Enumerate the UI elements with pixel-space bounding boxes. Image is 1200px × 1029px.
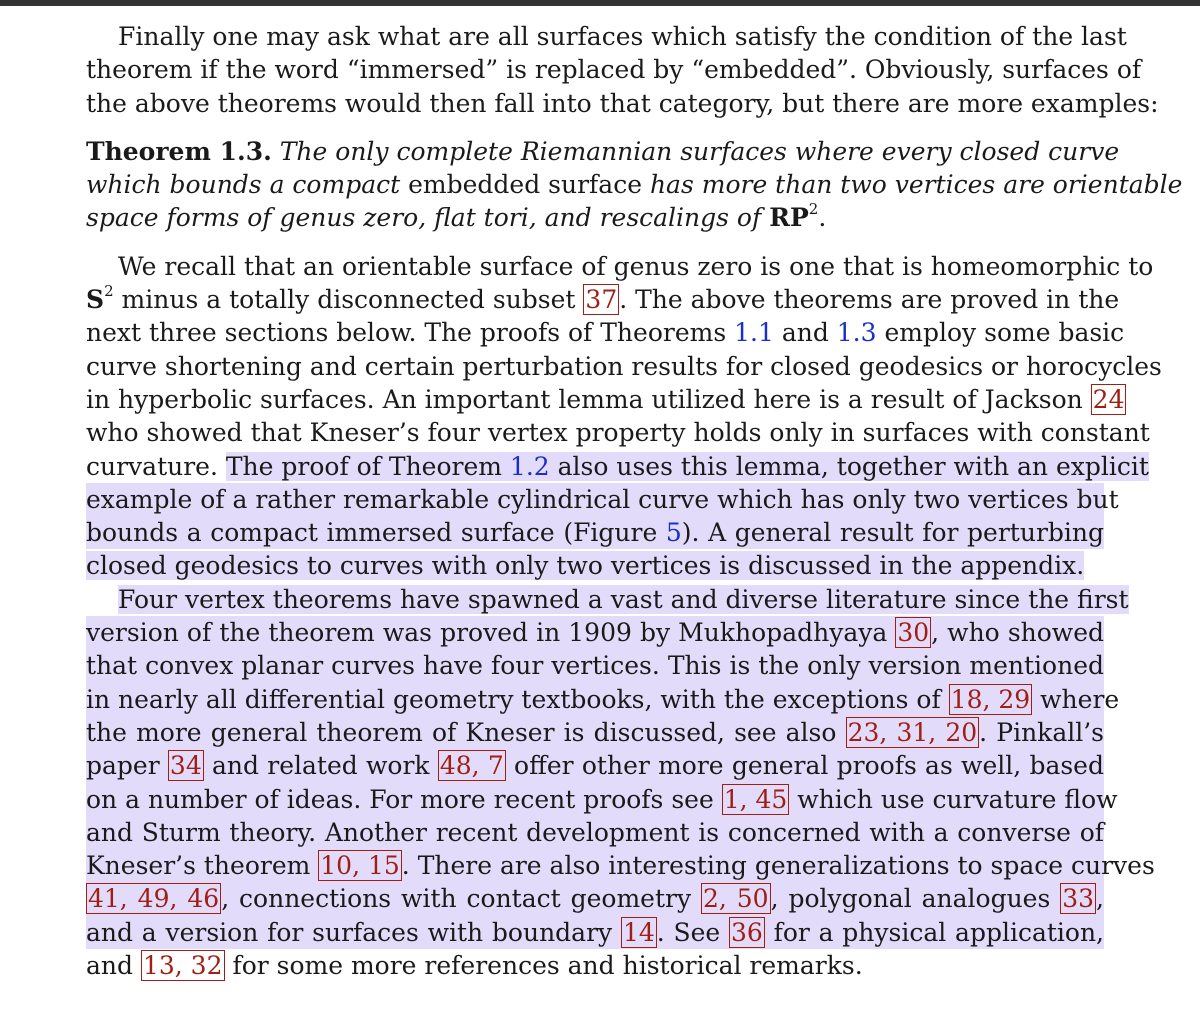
text-line: Theorem 1.3. The only complete Riemannian surfaces where every closed curve xyxy=(86,136,1120,166)
page-bottom-margin xyxy=(0,1009,1200,1029)
theorem-ref-link[interactable]: 1.2 xyxy=(509,451,550,481)
text-line-highlighted: example of a rather remarkable cylindrical curve which has only two vertices but xyxy=(86,483,1104,516)
text-line-highlighted: 41, 49, 46, connections with contact geometry 2, 50, polygonal analogues 33, xyxy=(86,882,1104,915)
citation-link[interactable]: 24 xyxy=(1092,384,1125,414)
text-line-highlighted: on a number of ideas. For more recent proofs see 1, 45 which use curvature flow xyxy=(86,783,1104,816)
text-line: who showed that Kneser’s four vertex property holds only in surfaces with constant xyxy=(86,418,1150,448)
theorem-ref-link[interactable]: 1.1 xyxy=(734,318,774,348)
citation-link[interactable]: 13, 32 xyxy=(142,951,223,981)
text-line-highlighted: version of the theorem was proved in 1909 by Mukhopadhyaya 30, who showed xyxy=(86,616,1104,649)
citation-link[interactable]: 2, 50 xyxy=(703,884,769,914)
top-border xyxy=(0,0,1200,6)
text-line-highlighted: and Sturm theory. Another recent development is concerned with a converse of xyxy=(86,816,1104,849)
theorem-1-3 xyxy=(86,135,1183,235)
citation-link[interactable]: 48, 7 xyxy=(439,751,504,781)
citation-link[interactable]: 36 xyxy=(730,917,763,947)
highlight: The proof of Theorem 1.2 also uses this lemma, together with an explicit xyxy=(225,451,1149,481)
text-line-highlighted: Four vertex theorems have spawned a vast and diverse literature since the first xyxy=(118,584,1129,614)
text-line: the above theorems would then fall into that category, but there are more examples: xyxy=(86,88,1159,118)
theorem-ref-link[interactable]: 1.3 xyxy=(836,318,877,348)
citation-link[interactable]: 33 xyxy=(1062,884,1095,914)
text-line: and 13, 32 for some more references and historical remarks. xyxy=(86,951,863,981)
citation-link[interactable]: 10, 15 xyxy=(320,851,400,881)
citation-link[interactable]: 41, 49, 46 xyxy=(88,884,220,914)
text-line: curvature. The proof of Theorem 1.2 also uses this lemma, together with an explicit xyxy=(86,451,1149,481)
paragraph-intro xyxy=(86,20,1159,120)
text-line: $S^2$ minus a totally disconnected subset 37. The above theorems are proved in the xyxy=(86,282,1120,315)
text-line: space forms of genus zero, flat tori, and rescalings of $RP^2$. xyxy=(86,200,827,233)
paper-page xyxy=(86,20,1183,982)
text-line-highlighted: the more general theorem of Kneser is discussed, see also 23, 31, 20. Pinkall’s xyxy=(86,716,1104,749)
citation-link[interactable]: 23, 31, 20 xyxy=(847,717,978,747)
citation-link[interactable]: 14 xyxy=(622,917,655,947)
paragraph-proof-overview xyxy=(86,250,1162,583)
text-line-highlighted: closed geodesics to curves with only two vertices is discussed in the appendix. xyxy=(86,551,1085,581)
figure-ref-link[interactable]: 5 xyxy=(665,518,682,548)
text-line-highlighted: Kneser’s theorem 10, 15. There are also interesting generalizations to space curves xyxy=(86,849,1104,882)
text-line: next three sections below. The proofs of Theorems 1.1 and 1.3 employ some basic xyxy=(86,318,1125,348)
citation-link[interactable]: 34 xyxy=(169,751,202,781)
theorem-label: Theorem 1.3. xyxy=(86,136,272,166)
text-line-highlighted: in nearly all differential geometry textbooks, with the exceptions of 18, 29 where xyxy=(86,683,1104,716)
citation-link[interactable]: 30 xyxy=(897,618,930,648)
text-line-highlighted: and a version for surfaces with boundary 14. See 36 for a physical application, xyxy=(86,916,1104,949)
text-line: We recall that an orientable surface of genus zero is one that is homeomorphic to xyxy=(118,251,1154,281)
citation-link[interactable]: 37 xyxy=(585,285,618,315)
text-line-highlighted: that convex planar curves have four vertices. This is the only version mentioned xyxy=(86,649,1104,682)
text-line: theorem if the word “immersed” is replaced by “embedded”. Obviously, surfaces of xyxy=(86,55,1142,85)
text-line-highlighted: bounds a compact immersed surface (Figure 5). A general result for perturbing xyxy=(86,516,1104,549)
citation-link[interactable]: 1, 45 xyxy=(723,784,788,814)
paragraph-literature xyxy=(86,583,1155,983)
text-line: Finally one may ask what are all surfaces which satisfy the condition of the last xyxy=(118,22,1127,51)
text-line: in hyperbolic surfaces. An important lemma utilized here is a result of Jackson 24 xyxy=(86,384,1125,414)
text-line-highlighted: paper 34 and related work 48, 7 offer other more general proofs as well, based xyxy=(86,749,1104,782)
text-line: curve shortening and certain perturbation results for closed geodesics or horocycles xyxy=(86,351,1162,381)
text-line: which bounds a compact embedded surface has more than two vertices are orientable xyxy=(86,170,1183,200)
citation-link[interactable]: 18, 29 xyxy=(950,684,1031,714)
